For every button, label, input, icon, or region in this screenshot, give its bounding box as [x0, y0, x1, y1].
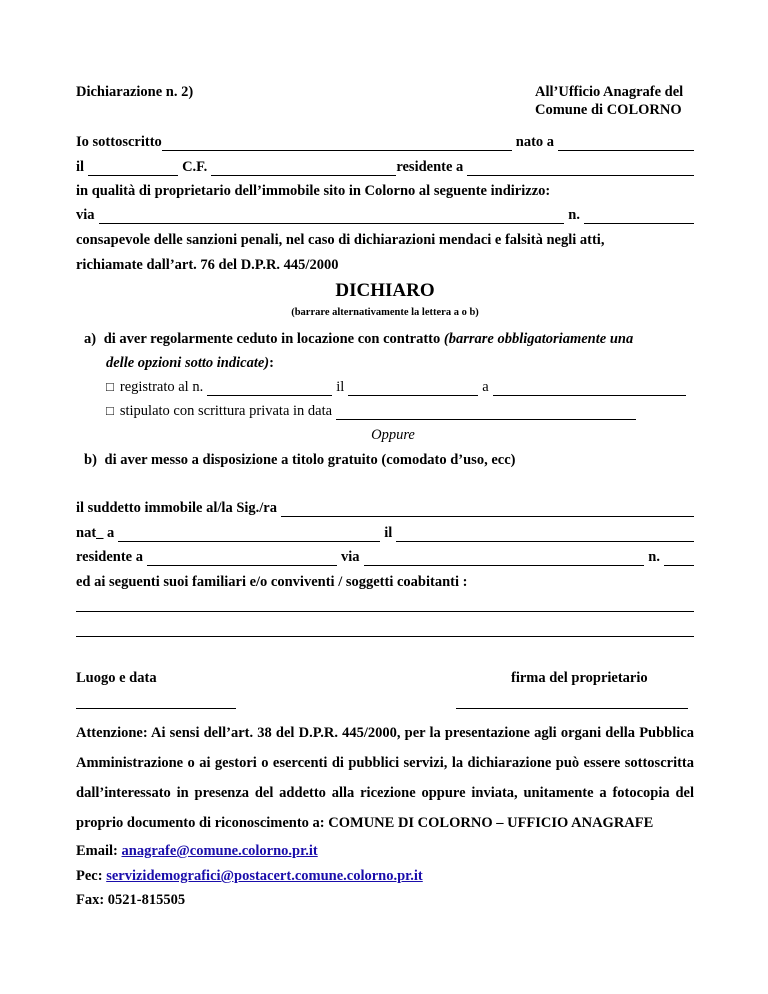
declarant-name-row — [76, 133, 694, 151]
dichiaro-subtitle: (barrare alternativamente la lettera a o b) — [291, 307, 479, 318]
option-a-note-2: delle opzioni sotto indicate) — [106, 355, 270, 371]
cf-label: C.F. — [182, 159, 208, 175]
option-a-colon: : — [269, 355, 274, 371]
option-a-label: a) — [84, 331, 97, 347]
pec-link[interactable]: servizidemografici@postacert.comune.colorno.pr.it — [106, 868, 423, 884]
awareness-statement-1: consapevole delle sanzioni penali, nel caso di dichiarazioni mendaci e falsità negli atti, — [76, 232, 605, 248]
fax-line: Fax: 0521-815505 — [76, 892, 186, 908]
declarant-name-field[interactable] — [162, 138, 512, 151]
luogo-data-label: Luogo e data — [76, 670, 157, 686]
tenant-name-field[interactable] — [281, 504, 694, 517]
registered-checkbox[interactable]: □ — [106, 379, 114, 394]
office-line-2: Comune di COLORNO — [535, 102, 682, 118]
via-label: via — [76, 207, 95, 223]
tenant-residence-row — [76, 548, 694, 566]
dichiaro-title: DICHIARO — [335, 280, 435, 301]
tenant-street-field[interactable] — [364, 553, 645, 566]
option-a-text: di aver regolarmente ceduto in locazione con contratto — [103, 331, 441, 347]
il-label: il — [76, 159, 85, 175]
tenant-birthplace-field[interactable] — [118, 529, 380, 542]
declaration-form — [76, 0, 694, 994]
birthplace-field[interactable] — [558, 138, 694, 151]
suddetto-label: il suddetto immobile al/la Sig./ra — [76, 500, 277, 516]
io-sottoscritto-label: Io sottoscritto — [76, 134, 162, 150]
declaration-number: Dichiarazione n. 2) — [76, 84, 194, 100]
awareness-statement-2: richiamate dall’art. 76 del D.P.R. 445/2000 — [76, 257, 339, 273]
tenant-via-label: via — [341, 549, 360, 565]
option-a — [84, 330, 702, 348]
declarant-birth-row — [76, 158, 694, 176]
pec-label: Pec: — [76, 868, 103, 884]
option-a-registered-row — [106, 378, 686, 396]
option-b-text: di aver messo a disposizione a titolo gratuito (comodato d’uso, ecc) — [104, 452, 516, 468]
tenant-residente-label: residente a — [76, 549, 143, 565]
private-deed-label: stipulato con scrittura privata in data — [119, 403, 333, 419]
place-date-field[interactable] — [76, 708, 236, 709]
tenant-name-row — [76, 499, 694, 517]
email-label: Email: — [76, 843, 118, 859]
registered-il-label: il — [336, 379, 345, 395]
tenant-birth-row — [76, 524, 694, 542]
property-address-row — [76, 206, 694, 224]
registered-label: registrato al n. — [119, 379, 204, 395]
private-deed-date-field[interactable] — [336, 407, 636, 420]
tax-code-field[interactable] — [211, 163, 396, 176]
private-deed-checkbox[interactable]: □ — [106, 403, 114, 418]
registration-place-field[interactable] — [493, 383, 686, 396]
tenant-residence-field[interactable] — [147, 553, 337, 566]
nat-a-label: nat_ a — [76, 525, 115, 541]
residence-field[interactable] — [467, 163, 694, 176]
recipient-office — [535, 83, 683, 119]
option-a-note-1: (barrare obbligatoriamente una — [443, 331, 634, 347]
tenant-birthdate-field[interactable] — [396, 529, 694, 542]
cohabitants-label: ed ai seguenti suoi familiari e/o conviventi / soggetti coabitanti : — [76, 574, 468, 590]
tenant-il-label: il — [384, 525, 393, 541]
cohabitants-field-2[interactable] — [76, 636, 694, 637]
firma-label: firma del proprietario — [511, 670, 648, 686]
oppure-label: Oppure — [371, 427, 415, 443]
registration-number-field[interactable] — [207, 383, 332, 396]
tenant-n-label: n. — [648, 549, 660, 565]
option-b-label: b) — [84, 452, 97, 468]
residente-a-label: residente a — [396, 159, 464, 175]
cohabitants-field-1[interactable] — [76, 611, 694, 612]
attention-notice: Attenzione: Ai sensi dell’art. 38 del D.P.R. 445/2000, per la presentazione agli organi della Pubblica Amministrazione o ai gestori o esercenti di pubblici servizi, la dichiarazione può essere sottoscritta dall’interessato in presenza del addetto alla ricezione oppure inviata, unitamente a fotocopia del proprio documento di riconoscimento a: COMUNE DI COLORNO – UFFICIO ANAGRAFE — [76, 725, 694, 831]
office-line-1: All’Ufficio Anagrafe del — [535, 84, 684, 100]
option-a-note-row — [106, 354, 724, 372]
option-b — [84, 451, 702, 469]
property-street-field[interactable] — [99, 211, 565, 224]
email-link[interactable]: anagrafe@comune.colorno.pr.it — [121, 843, 318, 859]
registration-date-field[interactable] — [348, 383, 478, 396]
owner-signature-field[interactable] — [456, 708, 688, 709]
tenant-number-field[interactable] — [664, 553, 694, 566]
ownership-statement: in qualità di proprietario dell’immobile sito in Colorno al seguente indirizzo: — [76, 183, 551, 199]
registered-a-label: a — [482, 379, 489, 395]
pec-row — [76, 867, 694, 885]
nato-a-label: nato a — [515, 134, 555, 150]
property-number-field[interactable] — [584, 211, 694, 224]
option-a-private-row — [106, 402, 636, 420]
birthdate-field[interactable] — [88, 163, 178, 176]
email-row — [76, 842, 694, 860]
number-label: n. — [568, 207, 580, 223]
